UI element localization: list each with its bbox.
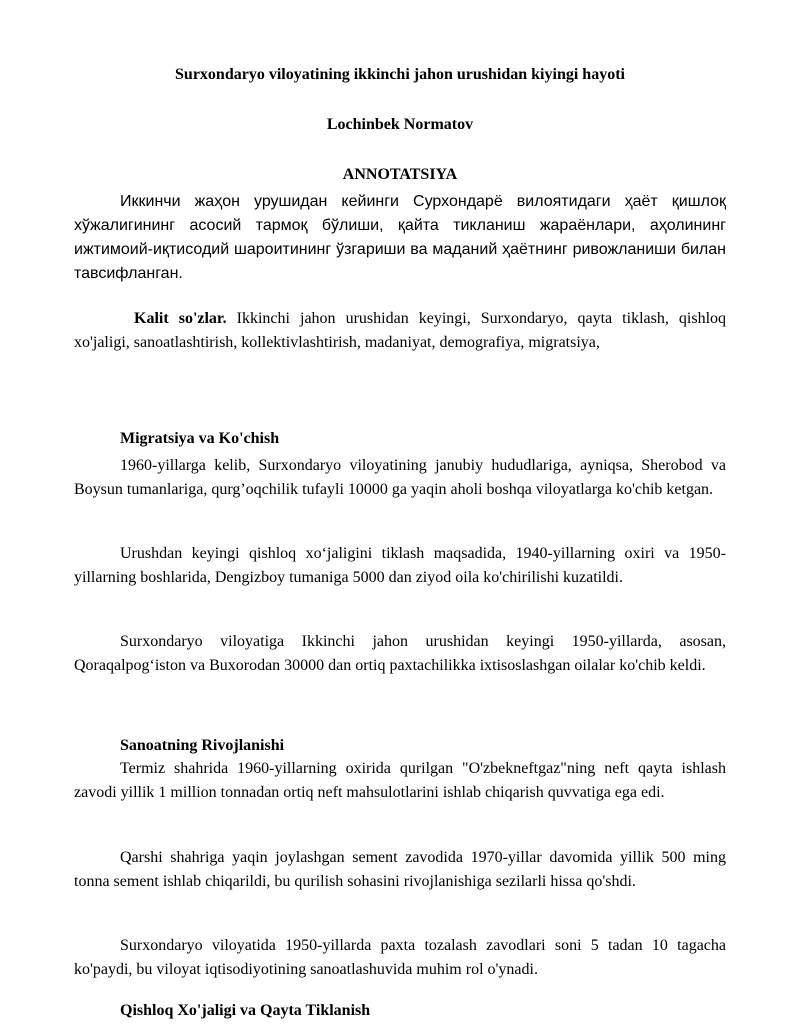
paper-title: Surxondaryo viloyatining ikkinchi jahon urushidan kiyingi hayoti — [175, 66, 625, 83]
annotation-heading: ANNOTATSIYA — [342, 166, 458, 183]
annotation-text: Иккинчи жаҳон урушидан кейинги Сурхондарё вилоятидаги ҳаёт қишлоқ хўжалигининг асосий тармоқ бўлиши, қайта тикланиш жараёнлари, аҳолининг ижтимоий-иқтисодий шароитининг ўзгариши ва маданий ҳаётнинг ривожланиши билан тавсифланган. — [74, 193, 726, 282]
author-name: Lochinbek Normatov — [326, 116, 474, 133]
section-heading-industry: Sanoatning Rivojlanishi — [120, 737, 285, 754]
section-heading-migration: Migratsiya va Ko'chish — [120, 430, 280, 447]
paragraph: Termiz shahrida 1960-yillarning oxirida qurilgan "O'zbekneftgaz"ning neft qayta ishlash zavodi yillik 1 million tonnadan ortiq neft mahsulotlarini ishlab chiqarish quvvatiga ega edi. — [74, 760, 726, 801]
section-heading-agriculture: Qishloq Xo'jaligi va Qayta Tiklanish — [120, 1002, 371, 1019]
keywords-label: Kalit so'zlar. — [134, 310, 227, 327]
paragraph: 1960-yillarga kelib, Surxondaryo viloyatining janubiy hududlariga, ayniqsa, Sherobod va Boysun tumanlariga, qurg’oqchilik tufayli 10000 ga yaqin aholi boshqa viloyatlarga ko'chib ketgan. — [74, 457, 726, 498]
keywords-text: Ikkinchi jahon urushidan keyingi, Surxondaryo, qayta tiklash, qishloq xo'jaligi, sanoatlashtirish, kollektivlashtirish, madaniyat, demografiya, migratsiya, — [74, 310, 727, 351]
paragraph: Surxondaryo viloyatida 1950-yillarda paxta tozalash zavodlari soni 5 tadan 10 tagacha ko'paydi, bu viloyat iqtisodiyotining sanoatlashuvida muhim rol o'ynadi. — [74, 937, 726, 978]
keywords-paragraph — [74, 307, 726, 355]
paragraph: Urushdan keyingi qishloq xo‘jaligini tiklash maqsadida, 1940-yillarning oxiri va 1950-yillarning boshlarida, Dengizboy tumaniga 5000 dan ziyod oila ko'chirilishi kuzatildi. — [74, 545, 726, 586]
paragraph: Qarshi shahriga yaqin joylashgan sement zavodida 1970-yillar davomida yillik 500 ming tonna sement ishlab chiqarildi, bu qurilish sohasini rivojlanishiga sezilarli hissa qo'shdi. — [74, 849, 726, 890]
paragraph: Surxondaryo viloyatiga Ikkinchi jahon urushidan keyingi 1950-yillarda, asosan, Qoraqalpog‘iston va Buxorodan 30000 dan ortiq paxtachilikka ixtisoslashgan oilalar ko'chib keldi. — [74, 633, 726, 674]
